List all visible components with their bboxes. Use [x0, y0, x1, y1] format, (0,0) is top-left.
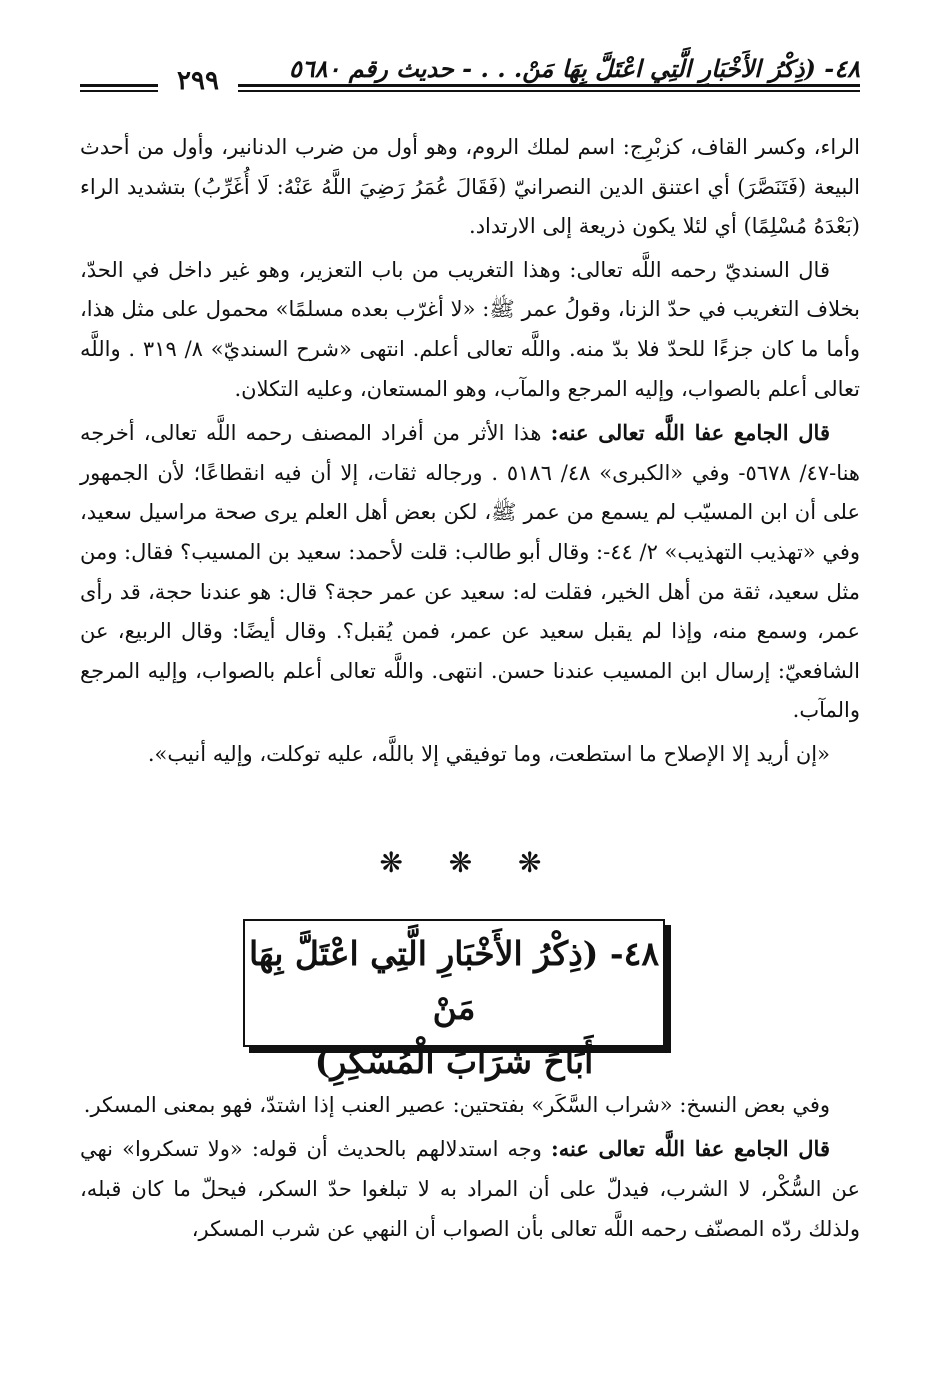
section-title-line-2: أَبَاحَ شَرَابَ الْمُسْكِرِ): [314, 1042, 594, 1081]
paragraph-1: الراء، وكسر القاف، كزبْرِج: اسم لملك الروم، وهو أول من ضرب الدنانير، وأول من أحدث البيعة (فَتَنَصَّرَ) أي اعتنق الدين النصرانيّ (فَقَالَ عُمَرُ رَضِيَ اللَّهُ عَنْهُ: لَا أُغَرِّبُ) بتشديد الراء (بَعْدَهُ مُسْلِمًا) أي لئلا يكون ذريعة إلى الارتداد.: [80, 135, 860, 239]
running-chapter-title: ٤٨- (ذِكْرُ الأَخْبَارِ الَّتِي اعْتَلَّ بِهَا مَنْ. . . - حديث رقم ٥٦٨٠: [288, 54, 860, 83]
section-paragraph-2: [80, 1129, 860, 1249]
paragraph-3-text: هذا الأثر من أفراد المصنف رحمه اللَّه تعالى، أخرجه هنا-٤٧/ ٥٦٧٨- وفي «الكبرى» ٤٨/ ٥١٨٦ . ورجاله ثقات، إلا أن فيه انقطاعًا؛ لأن الجمهور على أن ابن المسيّب لم يسمع من عمر ﷺ، لكن بعض أهل العلم يرى صحة مراسيل سعيد، وفي «تهذيب التهذيب» ٢/ ٤٤-: وقال أبو طالب: قلت لأحمد: سعيد بن المسيب؟ فقال: ومن مثل سعيد، ثقة من أهل الخير، فقلت له: سعيد عن عمر حجة؟ قال: هو عندنا حجة، قد رأى عمر، وسمع منه، وإذا لم يقبل سعيد عن عمر، فمن يُقبل؟. وقال أيضًا: وقال الربيع، عن الشافعيّ: إرسال ابن المسيب عندنا حسن. انتهى. واللَّه تعالى أعلم بالصواب، وإليه المرجع والمآب.: [80, 421, 861, 723]
paragraph-4: «إن أريد إلا الإصلاح ما استطعت، وما توفيقي إلا باللَّه، عليه توكلت، وإليه أنيب».: [147, 741, 830, 766]
header-rule-left: [80, 84, 158, 92]
section-separator: ❋ ❋ ❋: [379, 846, 560, 879]
paragraph-3: [80, 413, 860, 731]
section-title-line-1: ٤٨- (ذِكْرُ الأَخْبَارِ الَّتِي اعْتَلَّ بِهَا مَنْ: [248, 934, 660, 1027]
author-note-lead-2: قال الجامع عفا اللَّه تعالى عنه:: [550, 1136, 830, 1161]
section-title-box: [243, 919, 665, 1081]
header-rule-right: [238, 84, 860, 92]
page-number: ٢٩٩: [177, 66, 219, 96]
author-note-lead: قال الجامع عفا اللَّه تعالى عنه:: [550, 420, 830, 446]
page-header: [80, 52, 860, 102]
main-text: [80, 128, 860, 779]
section-paragraph-1: وفي بعض النسخ: «شراب السَّكَر» بفتحتين: عصير العنب إذا اشتدّ، فهو بمعنى المسكر.: [83, 1093, 830, 1117]
section-paragraph-2-text: وجه استدلالهم بالحديث أن قوله: «ولا تسكروا» نهي عن السُّكْر، لا الشرب، فيدلّ على أن المراد به لا تبلغوا حدّ السكر، فيحلّ ما كان قبله، ولذلك ردّه المصنّف رحمه اللَّه تعالى بأن الصواب أن النهي عن شرب المسكر،: [80, 1137, 860, 1241]
paragraph-2: قال السنديّ رحمه اللَّه تعالى: وهذا التغريب من باب التعزير، وهو غير داخل في الحدّ، بخلاف التغريب في حدّ الزنا، وقولُ عمر ﷺ: «لا أغرّب بعده مسلمًا» محمول على مثل هذا، وأما ما كان جزءًا للحدّ فلا بدّ منه. واللَّه تعالى أعلم. انتهى «شرح السنديّ» ٨/ ٣١٩ . واللَّه تعالى أعلم بالصواب، وإليه المرجع والمآب، وهو المستعان، وعليه التكلان.: [80, 257, 860, 401]
section-text: [80, 1085, 860, 1253]
